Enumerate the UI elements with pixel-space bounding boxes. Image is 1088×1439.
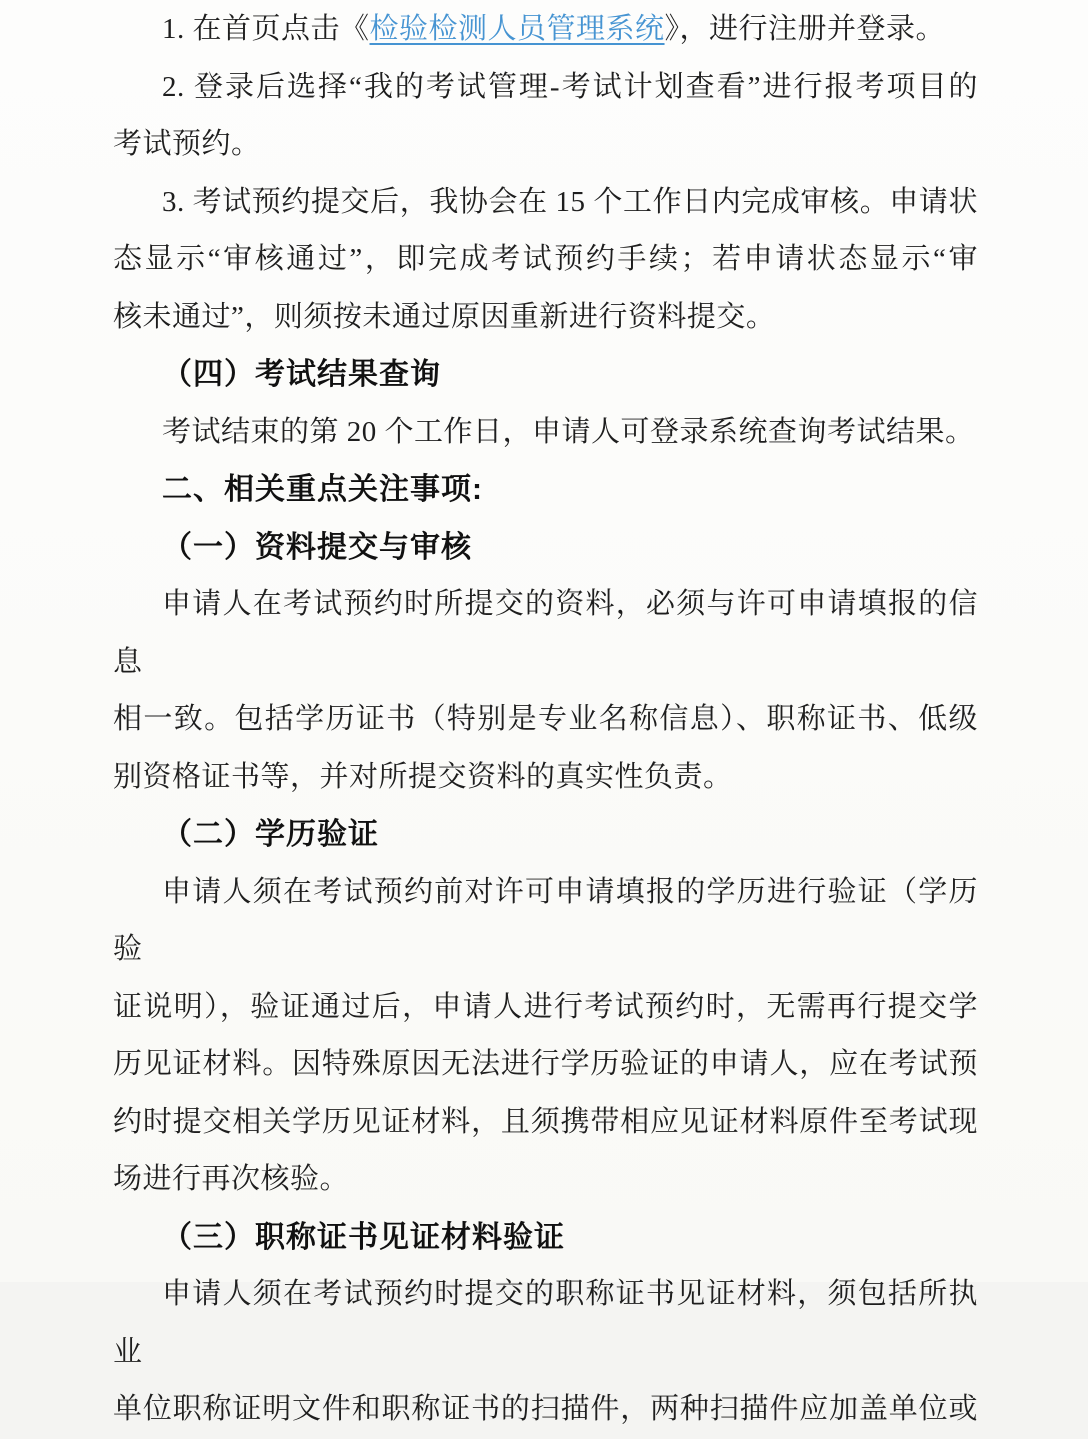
text-line xyxy=(113,59,978,117)
heading-section-1-material-submission-review xyxy=(113,519,978,577)
text-segment: 历见证材料。因特殊原因无法进行学历验证的申请人，应在考试预 xyxy=(113,1048,978,1080)
heading-part-2-key-points xyxy=(113,461,978,519)
step-1-register-login xyxy=(113,1,978,59)
heading-section-4-exam-result-query xyxy=(113,346,978,404)
text-line xyxy=(113,346,978,404)
text-line xyxy=(113,749,978,807)
text-line xyxy=(113,1,978,59)
text-line xyxy=(113,116,978,174)
text-segment: 考试预约。 xyxy=(113,128,261,160)
text-segment: 态显示“审核通过”，即完成考试预约手续；若申请状态显示“审 xyxy=(113,243,978,275)
text-line xyxy=(113,519,978,577)
document-content xyxy=(113,1,978,1439)
text-segment: 别资格证书等，并对所提交资料的真实性负责。 xyxy=(113,760,733,793)
text-segment: 申请人在考试预约时所提交的资料，必须与许可申请填报的信息 xyxy=(113,588,978,678)
text-line xyxy=(113,1036,978,1094)
text-line xyxy=(113,404,978,462)
para-title-certificate-materials xyxy=(113,1266,978,1439)
text-line xyxy=(113,576,978,691)
para-exam-result xyxy=(113,404,978,462)
text-line xyxy=(113,1094,978,1152)
text-line xyxy=(113,1266,978,1381)
text-segment: 考试结束的第 20 个工作日，申请人可登录系统查询考试结果。 xyxy=(162,415,975,448)
heading-section-3-title-certificate-materials xyxy=(113,1209,978,1267)
text-segment: 2. 登录后选择“我的考试管理-考试计划查看”进行报考项目的 xyxy=(162,70,978,103)
text-segment: 单位职称证明文件和职称证书的扫描件，两种扫描件应加盖单位或 xyxy=(113,1393,978,1425)
text-segment: 约时提交相关学历见证材料，且须携带相应见证材料原件至考试现 xyxy=(113,1105,978,1138)
heading-section-2-education-verification xyxy=(113,806,978,864)
text-segment: 相一致。包括学历证书（特别是专业名称信息）、职称证书、低级 xyxy=(113,703,978,735)
step-2-exam-plan xyxy=(113,59,978,174)
text-segment: 1. 在首页点击《 xyxy=(162,13,370,45)
text-line xyxy=(113,1381,978,1439)
text-segment: 》，进行注册并登录。 xyxy=(664,13,946,45)
text-line xyxy=(113,864,978,979)
para-material-submission xyxy=(113,576,978,806)
text-segment: （二）学历验证 xyxy=(162,818,379,851)
text-segment: 申请人须在考试预约时提交的职称证书见证材料，须包括所执业 xyxy=(113,1278,978,1368)
text-segment: 申请人须在考试预约前对许可申请填报的学历进行验证（学历验 xyxy=(113,875,978,965)
text-line xyxy=(113,174,978,232)
text-segment: 证说明），验证通过后，申请人进行考试预约时，无需再行提交学 xyxy=(113,990,978,1023)
text-segment: 核未通过”，则须按未通过原因重新进行资料提交。 xyxy=(113,300,776,333)
text-line xyxy=(113,806,978,864)
text-segment: （三）职称证书见证材料验证 xyxy=(162,1220,565,1254)
text-line xyxy=(113,231,978,289)
text-line xyxy=(113,289,978,347)
para-education-verification xyxy=(113,864,978,1209)
text-line xyxy=(113,979,978,1037)
text-segment: 3. 考试预约提交后，我协会在 15 个工作日内完成审核。申请状 xyxy=(162,185,978,218)
step-3-review xyxy=(113,174,978,347)
text-line xyxy=(113,1209,978,1267)
text-line xyxy=(113,691,978,749)
text-segment: 二、相关重点关注事项: xyxy=(162,473,483,506)
text-line xyxy=(113,1151,978,1209)
link-inspection-testing-personnel-management-system[interactable]: 检验检测人员管理系统 xyxy=(369,13,665,45)
text-segment: 场进行再次核验。 xyxy=(113,1163,350,1195)
text-line xyxy=(113,461,978,519)
text-segment: （四）考试结果查询 xyxy=(162,358,441,391)
text-segment: （一）资料提交与审核 xyxy=(162,530,472,564)
